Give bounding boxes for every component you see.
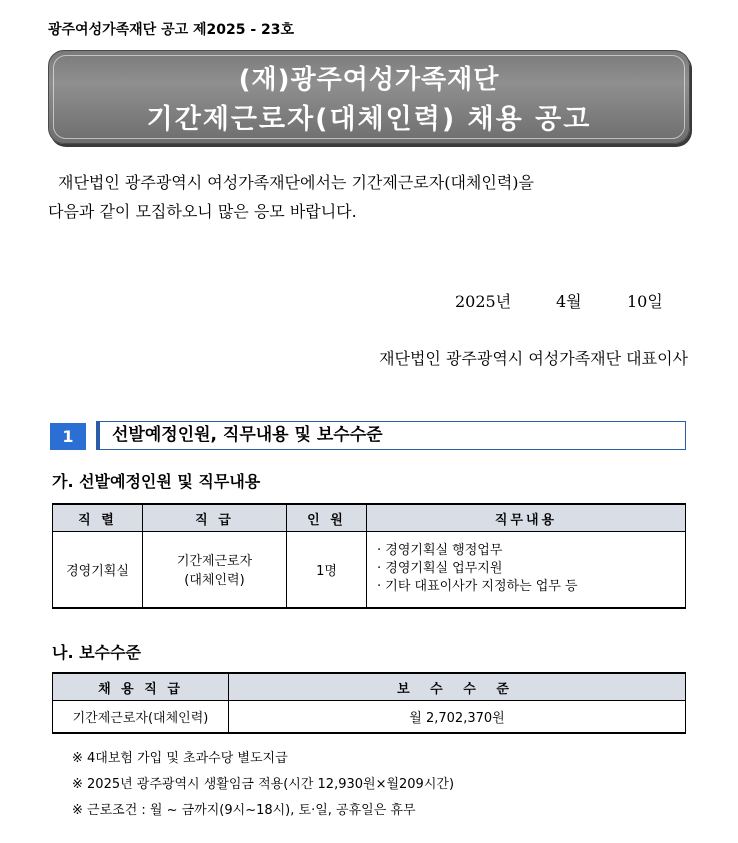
intro-line1: 재단법인 광주광역시 여성가족재단에서는 기간제근로자(대체인력)을 <box>58 173 534 192</box>
notes-list <box>72 746 454 824</box>
date-day: 10일 <box>627 292 663 311</box>
header-pay-grade: 채 용 직 급 <box>53 673 229 701</box>
header-grade: 직 급 <box>143 504 287 532</box>
signatory: 재단법인 광주광역시 여성가족재단 대표이사 <box>379 349 688 368</box>
cell-grade-line1: 기간제근로자 <box>176 554 253 570</box>
duty-item: · 경영기획실 행정업무 <box>377 543 503 559</box>
cell-pay-amount: 월 2,702,370원 <box>229 701 686 733</box>
notice-number: 광주여성가족재단 공고 제2025 - 23호 <box>48 22 295 38</box>
cell-count: 1명 <box>287 532 367 608</box>
date-year: 2025년 <box>455 292 512 311</box>
note-item: ※ 4대보험 가입 및 초과수당 별도지급 <box>72 751 288 766</box>
subsection-a-title: 가. 선발예정인원 및 직무내용 <box>52 472 261 491</box>
banner-title-line1: (재)광주여성가족재단 <box>238 65 500 95</box>
section-title: 선발예정인원, 직무내용 및 보수수준 <box>96 421 686 450</box>
header-duties: 직무내용 <box>367 504 686 532</box>
cell-grade <box>143 532 287 608</box>
table-row <box>53 701 686 733</box>
cell-grade-line2: (대체인력) <box>184 573 245 589</box>
subsection-b-title: 나. 보수수준 <box>52 643 141 662</box>
table-row <box>53 532 686 608</box>
note-item: ※ 근로조건 : 월 ~ 금까지(9시~18시), 토·일, 공휴일은 휴무 <box>72 803 416 818</box>
cell-series: 경영기획실 <box>53 532 143 608</box>
cell-duties <box>367 532 686 608</box>
table-header-row <box>53 504 686 532</box>
header-count: 인 원 <box>287 504 367 532</box>
pay-table <box>52 672 686 734</box>
note-item: ※ 2025년 광주광역시 생활임금 적용(시간 12,930원×월209시간) <box>72 777 455 792</box>
date-month: 4월 <box>556 292 582 311</box>
section-number-badge: 1 <box>50 423 86 450</box>
duty-item: · 기타 대표이사가 지정하는 업무 등 <box>377 579 578 595</box>
duty-item: · 경영기획실 업무지원 <box>377 561 503 577</box>
header-pay-level: 보 수 수 준 <box>229 673 686 701</box>
intro-line2: 다음과 같이 모집하오니 많은 응모 바랍니다. <box>48 202 357 221</box>
title-banner <box>48 50 690 144</box>
cell-pay-grade: 기간제근로자(대체인력) <box>53 701 229 733</box>
banner-title-line2: 기간제근로자(대체인력) 채용 공고 <box>146 104 592 135</box>
positions-table <box>52 503 686 609</box>
table-header-row <box>53 673 686 701</box>
intro-paragraph <box>48 168 688 226</box>
header-series: 직 렬 <box>53 504 143 532</box>
